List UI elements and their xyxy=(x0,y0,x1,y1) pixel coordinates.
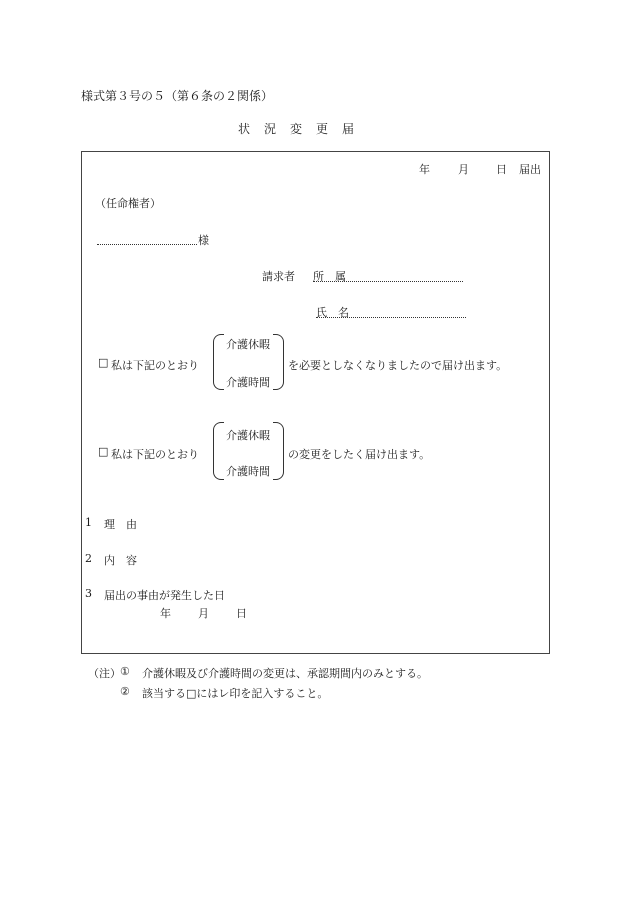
appointer-field[interactable] xyxy=(97,244,197,245)
requester-label: 請求者 xyxy=(262,270,295,283)
date-month[interactable]: 月 xyxy=(458,163,469,176)
occur-year[interactable]: 年 xyxy=(160,607,171,620)
item-1-label: 理 由 xyxy=(104,518,137,531)
item-1-number: 1 xyxy=(85,516,92,529)
statement-1-right-paren xyxy=(273,334,284,390)
affiliation-label: 所 属 xyxy=(313,270,346,283)
item-3-label: 届出の事由が発生した日 xyxy=(104,589,225,602)
checkbox-statement-2[interactable]: □ xyxy=(98,445,109,458)
affiliation-field[interactable] xyxy=(313,281,463,282)
item-2-number: 2 xyxy=(85,552,92,565)
note-1-text: 介護休暇及び介護時間の変更は、承認期間内のみとする。 xyxy=(142,667,428,680)
date-year[interactable]: 年 xyxy=(419,163,430,176)
sama-label: 様 xyxy=(198,234,209,247)
note-1-mark: ① xyxy=(120,665,130,678)
statement-2-left-paren xyxy=(213,422,224,480)
occur-day[interactable]: 日 xyxy=(236,607,247,620)
statement-2-lead: 私は下記のとおり xyxy=(111,448,199,461)
note-2-mark: ② xyxy=(120,685,130,698)
name-field[interactable] xyxy=(316,317,466,318)
form-box xyxy=(81,151,550,654)
statement-1-left-paren xyxy=(213,334,224,390)
item-3-number: 3 xyxy=(85,587,92,600)
occur-month[interactable]: 月 xyxy=(198,607,209,620)
statement-2-option-a: 介護休暇 xyxy=(226,429,270,442)
statement-1-option-a: 介護休暇 xyxy=(226,338,270,351)
appointer-label: （任命権者） xyxy=(95,197,161,210)
date-suffix: 届出 xyxy=(519,163,541,176)
note-prefix: （注） xyxy=(88,667,121,680)
checkbox-statement-1[interactable]: □ xyxy=(98,356,109,369)
statement-2-tail: の変更をしたく届け出ます。 xyxy=(288,448,431,461)
date-day[interactable]: 日 xyxy=(496,163,507,176)
statement-2-right-paren xyxy=(273,422,284,480)
form-number: 様式第３号の５（第６条の２関係） xyxy=(81,89,274,103)
name-label: 氏 名 xyxy=(316,306,349,319)
statement-1-option-b: 介護時間 xyxy=(226,376,270,389)
statement-1-tail: を必要としなくなりましたので届け出ます。 xyxy=(288,359,508,372)
statement-2-option-b: 介護時間 xyxy=(226,465,270,478)
note-2-text: 該当する□にはレ印を記入すること。 xyxy=(142,687,329,700)
page-title: 状況変更届 xyxy=(238,122,369,136)
item-2-label: 内 容 xyxy=(104,554,137,567)
statement-1-lead: 私は下記のとおり xyxy=(111,359,199,372)
